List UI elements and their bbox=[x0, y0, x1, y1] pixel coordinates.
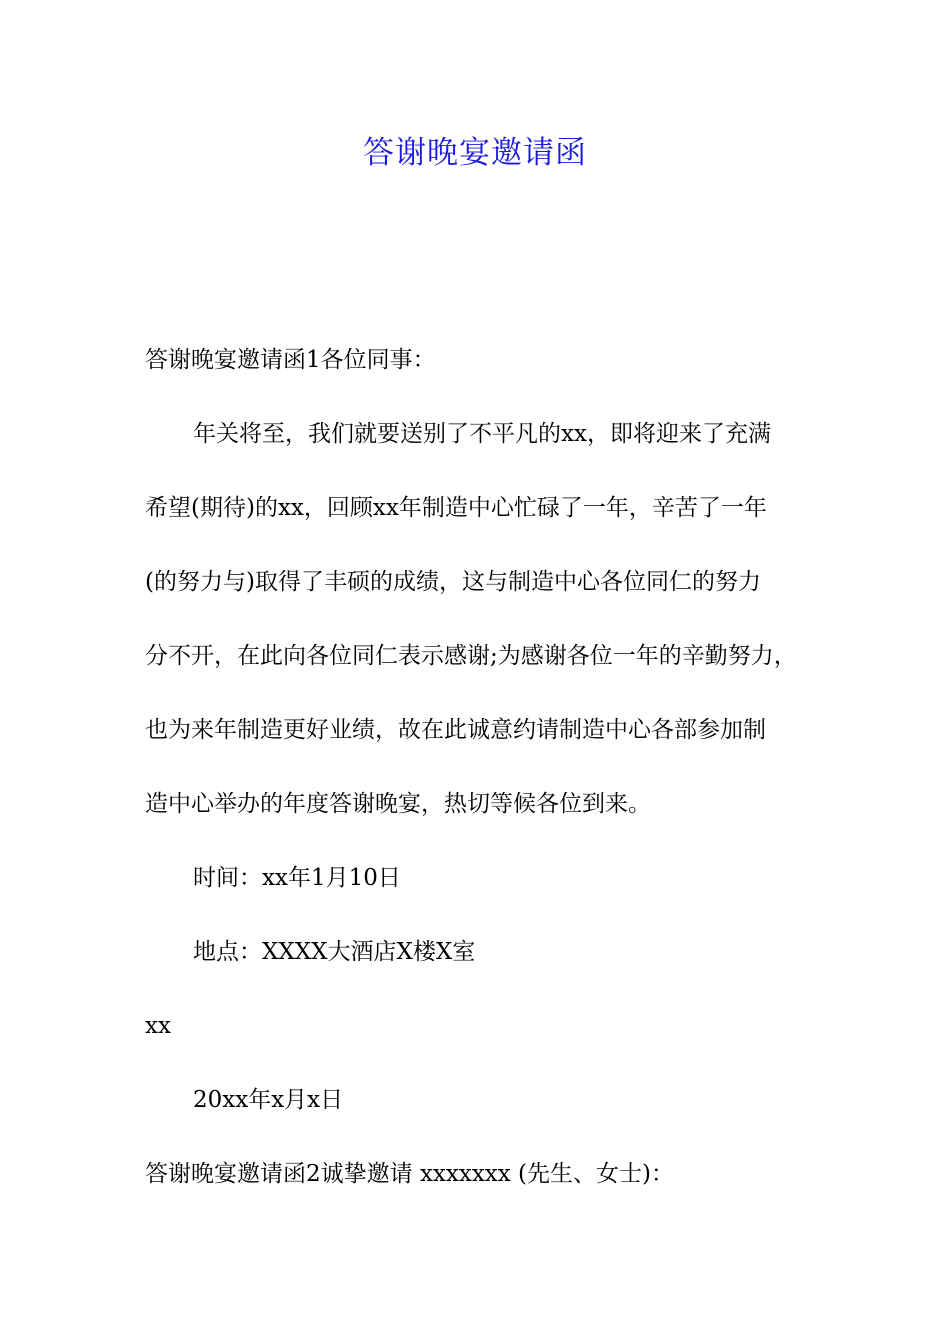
document-title: 答谢晚宴邀请函 bbox=[363, 135, 587, 171]
second-invitation-heading: 答谢晚宴邀请函2诚挚邀请 xxxxxxx (先生、女士)： bbox=[145, 1161, 674, 1187]
salutation-line: 答谢晚宴邀请函1各位同事： bbox=[145, 347, 436, 373]
date-line: 20xx年x月x日 bbox=[193, 1087, 344, 1113]
paragraph-line: 年关将至，我们就要送别了不平凡的xx，即将迎来了充满 bbox=[193, 421, 771, 447]
paragraph-line: 分不开，在此向各位同仁表示感谢;为感谢各位一年的辛勤努力， bbox=[145, 643, 797, 669]
paragraph-line: 造中心举办的年度答谢晚宴，热切等候各位到来。 bbox=[145, 791, 651, 817]
paragraph-line: 希望(期待)的xx，回顾xx年制造中心忙碌了一年，辛苦了一年 bbox=[145, 495, 767, 521]
document-body bbox=[145, 336, 821, 1224]
sender-line: xx bbox=[145, 1013, 171, 1039]
paragraph-line: (的努力与)取得了丰硕的成绩，这与制造中心各位同仁的努力 bbox=[145, 569, 761, 595]
event-time-line: 时间：xx年1月10日 bbox=[193, 865, 401, 891]
paragraph-line: 也为来年制造更好业绩，故在此诚意约请制造中心各部参加制 bbox=[145, 717, 766, 743]
event-location-line: 地点：XXXX大酒店X楼X室 bbox=[193, 939, 476, 965]
